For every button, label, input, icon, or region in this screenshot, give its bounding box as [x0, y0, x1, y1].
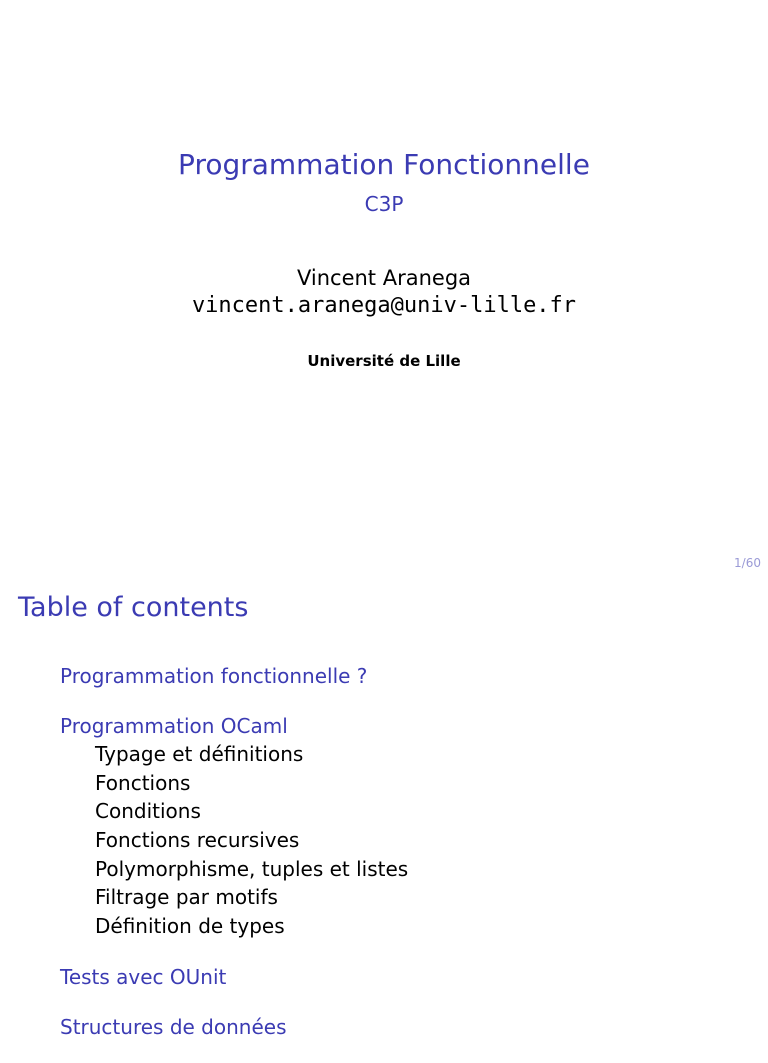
toc-subsection-label[interactable]: Fonctions recursives — [95, 828, 300, 853]
page-number: 1/60 — [734, 556, 761, 570]
toc-subsection-label[interactable]: Typage et définitions — [95, 742, 304, 766]
presentation-subtitle: C3P — [364, 192, 404, 216]
institute-name: Université de Lille — [307, 352, 461, 370]
toc-section — [60, 662, 768, 690]
author-name: Vincent Aranega — [296, 266, 472, 290]
presentation-title: Programmation Fonctionnelle — [178, 148, 590, 181]
toc-section-label[interactable]: Tests avec OUnit — [60, 964, 227, 989]
toc-section-label[interactable]: Programmation fonctionnelle ? — [60, 664, 368, 688]
toc-subsection-label[interactable]: Fonctions — [95, 770, 191, 795]
toc-title: Table of contents — [18, 592, 249, 623]
toc-subsection-label[interactable]: Conditions — [95, 799, 201, 824]
toc-section-label[interactable]: Programmation OCaml — [60, 714, 288, 738]
toc-list — [60, 662, 768, 1063]
toc-subsection-label[interactable]: Filtrage par motifs — [95, 885, 278, 910]
author-email: vincent.aranega@univ-lille.fr — [191, 293, 577, 318]
toc-subsection-label[interactable]: Définition de types — [95, 914, 285, 939]
toc-section — [60, 963, 768, 991]
toc-subsection-label[interactable]: Polymorphisme, tuples et listes — [95, 856, 409, 881]
toc-section — [60, 712, 768, 941]
toc-section-label[interactable]: Structures de données — [60, 1014, 287, 1039]
toc-section — [60, 1013, 768, 1041]
toc-slide — [0, 576, 768, 1039]
